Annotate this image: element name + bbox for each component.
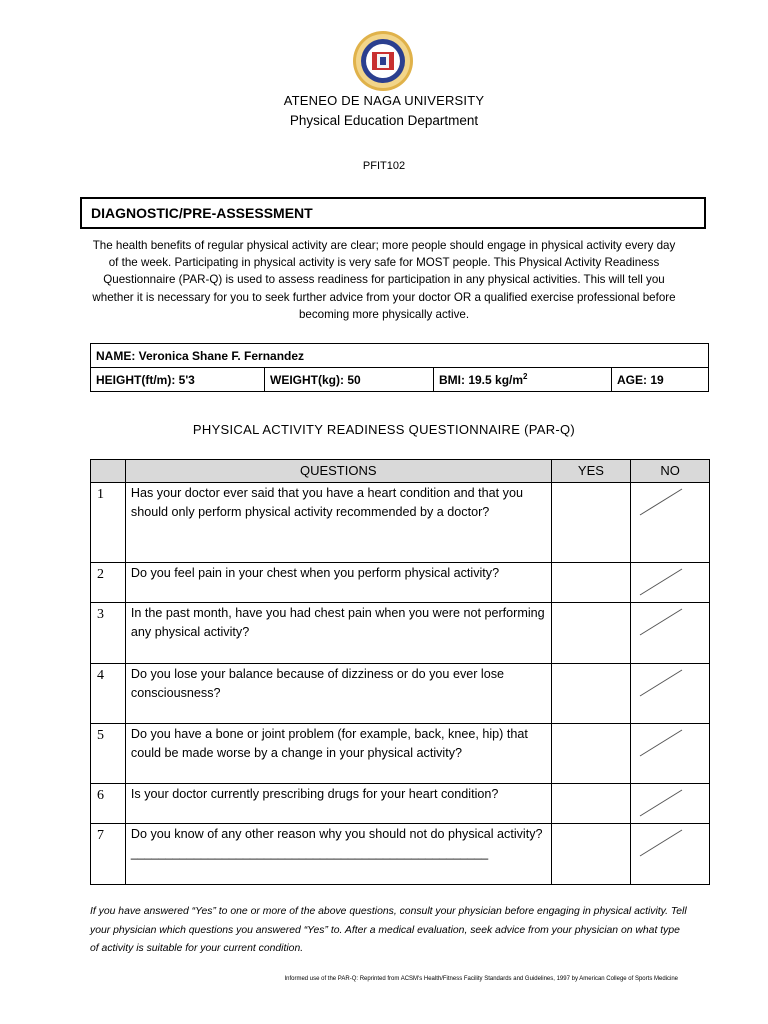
table-row xyxy=(91,783,710,823)
question-text: Is your doctor currently prescribing drugs for your heart condition? xyxy=(125,783,551,823)
table-row xyxy=(91,602,710,663)
question-number: 6 xyxy=(91,783,126,823)
question-number: 4 xyxy=(91,663,126,723)
no-answer-cell[interactable] xyxy=(631,723,710,783)
parq-table xyxy=(90,459,710,885)
university-name: ATENEO DE NAGA UNIVERSITY xyxy=(283,93,485,108)
student-height: HEIGHT(ft/m): 5'3 xyxy=(91,368,265,392)
student-info-table xyxy=(90,343,709,392)
question-text: Do you lose your balance because of dizziness or do you ever lose consciousness? xyxy=(125,663,551,723)
table-row xyxy=(91,723,710,783)
question-text: Do you have a bone or joint problem (for example, back, knee, hip) that could be made worse by a change in your physical activity? xyxy=(125,723,551,783)
no-answer-cell[interactable] xyxy=(631,562,710,602)
student-bmi: BMI: 19.5 kg/m xyxy=(439,373,524,387)
no-answer-cell[interactable] xyxy=(631,663,710,723)
table-row xyxy=(91,663,710,723)
student-age: AGE: 19 xyxy=(612,368,709,392)
header-number-cell xyxy=(91,460,126,483)
question-number: 2 xyxy=(91,562,126,602)
student-bmi-cell xyxy=(434,368,612,392)
no-check-mark-icon xyxy=(638,667,684,699)
parq-title: PHYSICAL ACTIVITY READINESS QUESTIONNAIRE (PAR-Q) xyxy=(192,422,576,437)
intro-paragraph: The health benefits of regular physical activity are clear; more people should engage in physical activity every day of the week. Participating in physical activity is very safe for MOST people. This Physical Activity Readiness Questionnaire (PAR-Q) is used to assess readiness for participation in any physical activities. This will tell you whether it is necessary for you to seek further advice from your doctor OR a qualified exercise professional before becoming more physically active. xyxy=(92,239,676,321)
parq-header-row xyxy=(91,460,710,483)
header-yes: YES xyxy=(551,460,631,483)
no-check-mark-icon xyxy=(638,827,684,859)
question-number: 3 xyxy=(91,602,126,663)
no-answer-cell[interactable] xyxy=(631,823,710,884)
question-number: 5 xyxy=(91,723,126,783)
question-text: Do you know of any other reason why you should not do physical activity?___________________________________________________ xyxy=(125,823,551,884)
yes-answer-cell[interactable] xyxy=(551,783,631,823)
yes-answer-cell[interactable] xyxy=(551,482,631,562)
course-code: PFIT102 xyxy=(362,160,406,172)
yes-answer-cell[interactable] xyxy=(551,602,631,663)
no-check-mark-icon xyxy=(638,486,684,518)
question-text: Has your doctor ever said that you have a heart condition and that you should only perform physical activity recommended by a doctor? xyxy=(125,482,551,562)
yes-answer-cell[interactable] xyxy=(551,823,631,884)
yes-answer-cell[interactable] xyxy=(551,562,631,602)
advice-note: If you have answered “Yes” to one or more of the above questions, consult your physician before engaging in physical activity. Tell your physician which questions you answered “Yes” to. After a medical evaluation, seek advice from your physician on what type of activity is suitable for your current condition. xyxy=(90,906,687,954)
bmi-exponent: 2 xyxy=(523,372,528,381)
header-questions: QUESTIONS xyxy=(125,460,551,483)
assessment-title-box xyxy=(80,197,706,229)
table-row xyxy=(91,823,710,884)
student-weight: WEIGHT(kg): 50 xyxy=(265,368,434,392)
question-text: In the past month, have you had chest pain when you were not performing any physical activity? xyxy=(125,602,551,663)
header-no: NO xyxy=(631,460,710,483)
no-check-mark-icon xyxy=(638,606,684,638)
assessment-title: DIAGNOSTIC/PRE-ASSESSMENT xyxy=(91,205,313,221)
yes-answer-cell[interactable] xyxy=(551,663,631,723)
question-number: 1 xyxy=(91,482,126,562)
table-row xyxy=(91,482,710,562)
yes-answer-cell[interactable] xyxy=(551,723,631,783)
question-text: Do you feel pain in your chest when you perform physical activity? xyxy=(125,562,551,602)
no-check-mark-icon xyxy=(638,566,684,598)
student-name: NAME: Veronica Shane F. Fernandez xyxy=(91,344,709,368)
no-check-mark-icon xyxy=(638,787,684,819)
citation-footer: Informed use of the PAR-Q: Reprinted from ACSM's Health/Fitness Facility Standards and Guidelines, 1997 by American College of Sports Medicine xyxy=(284,976,678,982)
department-name: Physical Education Department xyxy=(289,113,479,128)
no-answer-cell[interactable] xyxy=(631,783,710,823)
question-number: 7 xyxy=(91,823,126,884)
no-answer-cell[interactable] xyxy=(631,482,710,562)
university-seal-icon xyxy=(352,30,414,92)
no-answer-cell[interactable] xyxy=(631,602,710,663)
table-row xyxy=(91,562,710,602)
no-check-mark-icon xyxy=(638,727,684,759)
